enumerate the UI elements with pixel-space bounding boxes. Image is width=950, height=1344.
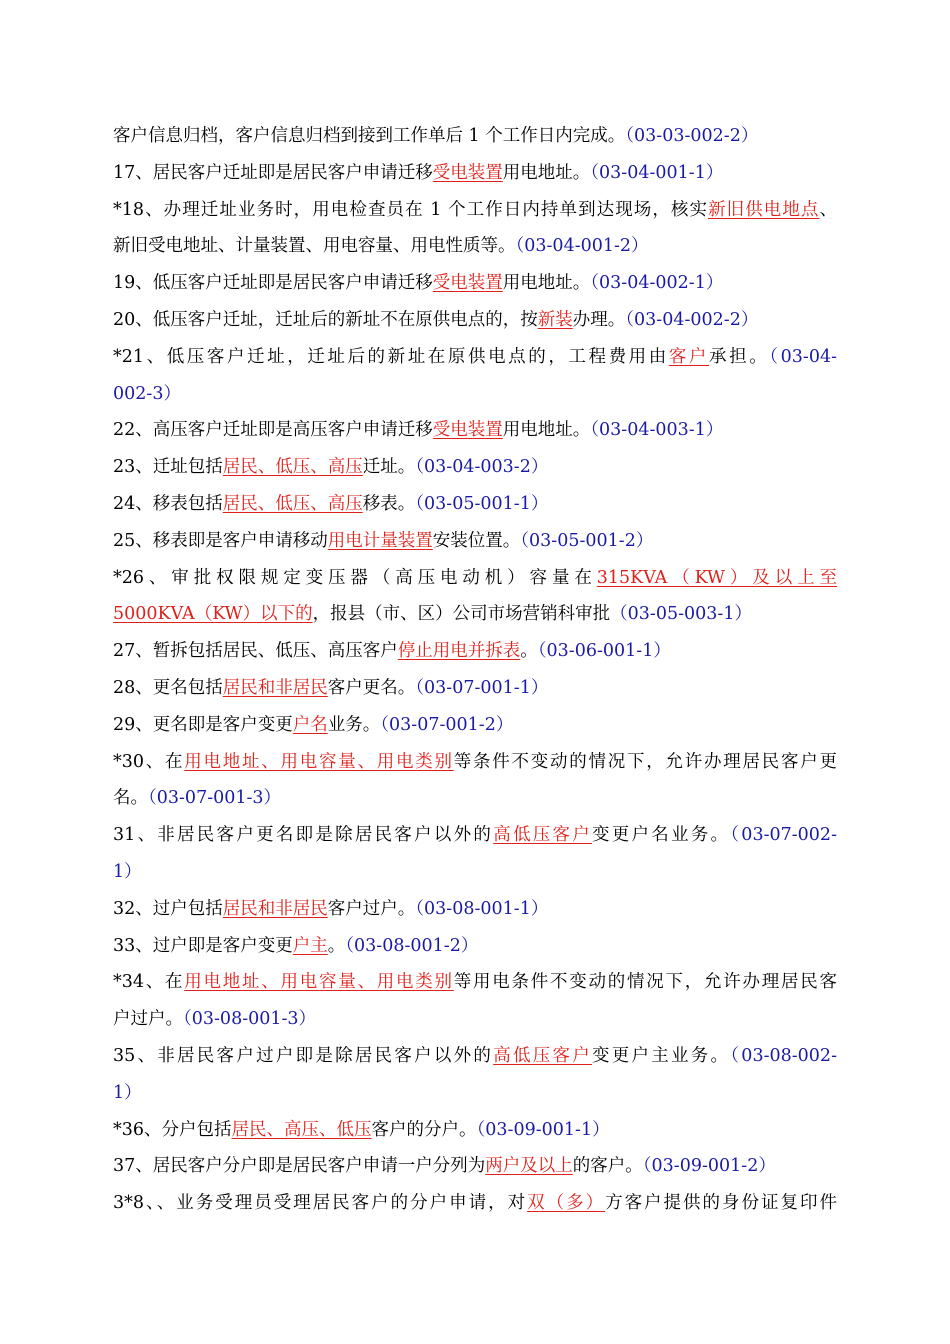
text-line [113, 780, 837, 817]
text-line [113, 118, 837, 155]
body-text: 28、更名包括 [113, 677, 223, 698]
question-code: （03-08-001-2） [345, 935, 479, 956]
question-code: （03-07-002- [730, 825, 837, 846]
body-text: 办理。 [572, 309, 626, 330]
question-code: （03-04-002-1） [590, 273, 724, 294]
text-line [113, 1075, 837, 1112]
body-text: 37、居民客户分户即是居民客户申请一户分列为 [113, 1156, 486, 1177]
body-text: ，报县（市、区）公司市场营销科审批 [312, 604, 611, 625]
answer-text: 居民、低压、高压 [222, 493, 363, 514]
text-line [113, 964, 837, 1001]
text-line [113, 1038, 837, 1075]
text-line [113, 1001, 837, 1038]
answer-text: 新装 [537, 309, 573, 330]
body-text: *21、低压客户迁址，迁址后的新址在原供电点的，工程费用由 [113, 346, 669, 367]
answer-text: 居民、高压、低压 [231, 1119, 372, 1140]
answer-text: 高低压客户 [493, 1045, 592, 1066]
body-text: 24、移表包括 [113, 493, 223, 514]
question-code: （03-09-001-2） [642, 1156, 776, 1177]
text-line [113, 302, 837, 339]
text-line [113, 928, 837, 965]
body-text: 新旧受电地址、计量装置、用电容量、用电性质等。 [113, 236, 516, 257]
body-text: *34、在 [113, 972, 185, 993]
question-code: （03-04-001-2） [515, 236, 649, 257]
body-text: 31、非居民客户更名即是除居民客户以外的 [113, 825, 494, 846]
body-text: 用电地址。 [502, 420, 591, 441]
question-code: 1） [113, 1082, 142, 1103]
body-text: 客户更名。 [327, 677, 416, 698]
body-text: 3*8、、业务受理员受理居民客户的分户申请，对 [113, 1193, 528, 1214]
answer-text: 客户 [668, 346, 710, 367]
body-text: 17、居民客户迁址即是居民客户申请迁移 [113, 162, 433, 183]
text-line [113, 1112, 837, 1149]
body-text: 25、移表即是客户申请移动 [113, 530, 328, 551]
text-line [113, 891, 837, 928]
question-code: 002-3） [113, 383, 181, 404]
answer-text: 居民和非居民 [222, 677, 328, 698]
body-text: 32、过户包括 [113, 898, 223, 919]
body-text: 客户过户。 [327, 898, 416, 919]
text-line [113, 228, 837, 265]
body-text: 移表。 [362, 493, 416, 514]
answer-text: 新旧供电地点 [708, 199, 820, 220]
question-code: （03-04-001-1） [590, 162, 724, 183]
body-text: 20、低压客户迁址，迁址后的新址不在原供电点的，按 [113, 309, 538, 330]
question-code: （03-04-003-1） [590, 420, 724, 441]
text-line [113, 560, 837, 597]
answer-text: 户主 [292, 935, 328, 956]
body-text: 19、低压客户迁址即是居民客户申请迁移 [113, 273, 433, 294]
text-line [113, 192, 837, 229]
question-code: （03-07-001-1） [415, 677, 549, 698]
body-text: 23、迁址包括 [113, 457, 223, 478]
answer-text: 双（多） [527, 1193, 606, 1214]
text-line [113, 854, 837, 891]
body-text: 变更户名业务。 [591, 825, 731, 846]
body-text: 、 [819, 199, 838, 220]
question-code: （03-08-001-1） [415, 898, 549, 919]
question-code: （03-09-001-1） [476, 1119, 610, 1140]
body-text: 35、非居民客户过户即是除居民客户以外的 [113, 1045, 494, 1066]
answer-text: 用电计量装置 [327, 530, 433, 551]
question-code: 1） [113, 861, 142, 882]
question-code: （03-07-001-3） [148, 788, 282, 809]
answer-text: 两户及以上 [485, 1156, 573, 1177]
text-line [113, 155, 837, 192]
text-line [113, 265, 837, 302]
text-line [113, 523, 837, 560]
answer-text: 停止用电并拆表 [397, 641, 521, 662]
body-text: 方客户提供的身份证复印件 [605, 1193, 837, 1214]
question-code: （03-03-002-2） [625, 126, 759, 146]
text-line [113, 376, 837, 413]
body-text: *18、办理迁址业务时，用电检查员在 1 个工作日内持单到达现场，核实 [113, 199, 709, 220]
body-text: 业务。 [327, 714, 381, 735]
text-line [113, 744, 837, 781]
answer-text: 315KVA（KW）及以上至 [596, 567, 837, 588]
text-line [113, 707, 837, 744]
answer-text: 受电装置 [432, 420, 503, 441]
answer-text: 受电装置 [432, 273, 503, 294]
answer-text: 5000KVA（KW）以下的 [113, 604, 313, 625]
question-code: （03-04- [769, 346, 837, 367]
text-line [113, 1148, 837, 1185]
body-text: 的客户。 [572, 1156, 643, 1177]
question-code: （03-05-001-1） [415, 493, 549, 514]
body-text: 等用电条件不变动的情况下，允许办理居民客 [453, 972, 837, 993]
text-line [113, 412, 837, 449]
question-code: （03-04-003-2） [415, 457, 549, 478]
body-text: 承担。 [709, 346, 770, 367]
answer-text: 用电地址、用电容量、用电类别 [184, 751, 454, 772]
body-text: 。 [327, 935, 346, 956]
text-line [113, 670, 837, 707]
body-text: 用电地址。 [502, 273, 591, 294]
text-line [113, 1185, 837, 1222]
body-text: 迁址。 [362, 457, 416, 478]
text-line [113, 633, 837, 670]
question-code: （03-08-002- [730, 1045, 837, 1066]
body-text: 22、高压客户迁址即是高压客户申请迁移 [113, 420, 433, 441]
body-text: 27、暂拆包括居民、低压、高压客户 [113, 641, 398, 662]
body-text: 29、更名即是客户变更 [113, 714, 293, 735]
body-text: *26、审批权限规定变压器（高压电动机）容量在 [113, 567, 597, 588]
text-line [113, 449, 837, 486]
body-text: 等条件不变动的情况下，允许办理居民客户更 [453, 751, 837, 772]
body-text: 。 [520, 641, 538, 662]
body-text: 变更户主业务。 [591, 1045, 731, 1066]
text-line [113, 339, 837, 376]
answer-text: 户名 [292, 714, 328, 735]
body-text: 户过户。 [113, 1009, 183, 1030]
question-code: （03-07-001-2） [380, 714, 514, 735]
question-code: （03-05-001-2） [520, 530, 654, 551]
body-text: 客户的分户。 [371, 1119, 477, 1140]
question-code: （03-04-002-2） [625, 309, 759, 330]
question-code: （03-06-001-1） [537, 641, 671, 662]
body-text: 用电地址。 [502, 162, 591, 183]
answer-text: 居民、低压、高压 [222, 457, 363, 478]
body-text: 33、过户即是客户变更 [113, 935, 293, 956]
text-line [113, 817, 837, 854]
text-line [113, 486, 837, 523]
answer-text: 用电地址、用电容量、用电类别 [184, 972, 454, 993]
body-text: 名。 [113, 788, 148, 809]
document-page [113, 118, 837, 1222]
answer-text: 高低压客户 [493, 825, 592, 846]
question-code: （03-05-003-1） [610, 604, 752, 625]
body-text: 安装位置。 [432, 530, 521, 551]
body-text: *30、在 [113, 751, 185, 772]
body-text: *36、分户包括 [113, 1119, 232, 1140]
body-text: 客户信息归档，客户信息归档到接到工作单后 1 个工作日内完成。 [113, 126, 626, 146]
question-code: （03-08-001-3） [183, 1009, 317, 1030]
answer-text: 受电装置 [432, 162, 503, 183]
text-line [113, 596, 837, 633]
answer-text: 居民和非居民 [222, 898, 328, 919]
